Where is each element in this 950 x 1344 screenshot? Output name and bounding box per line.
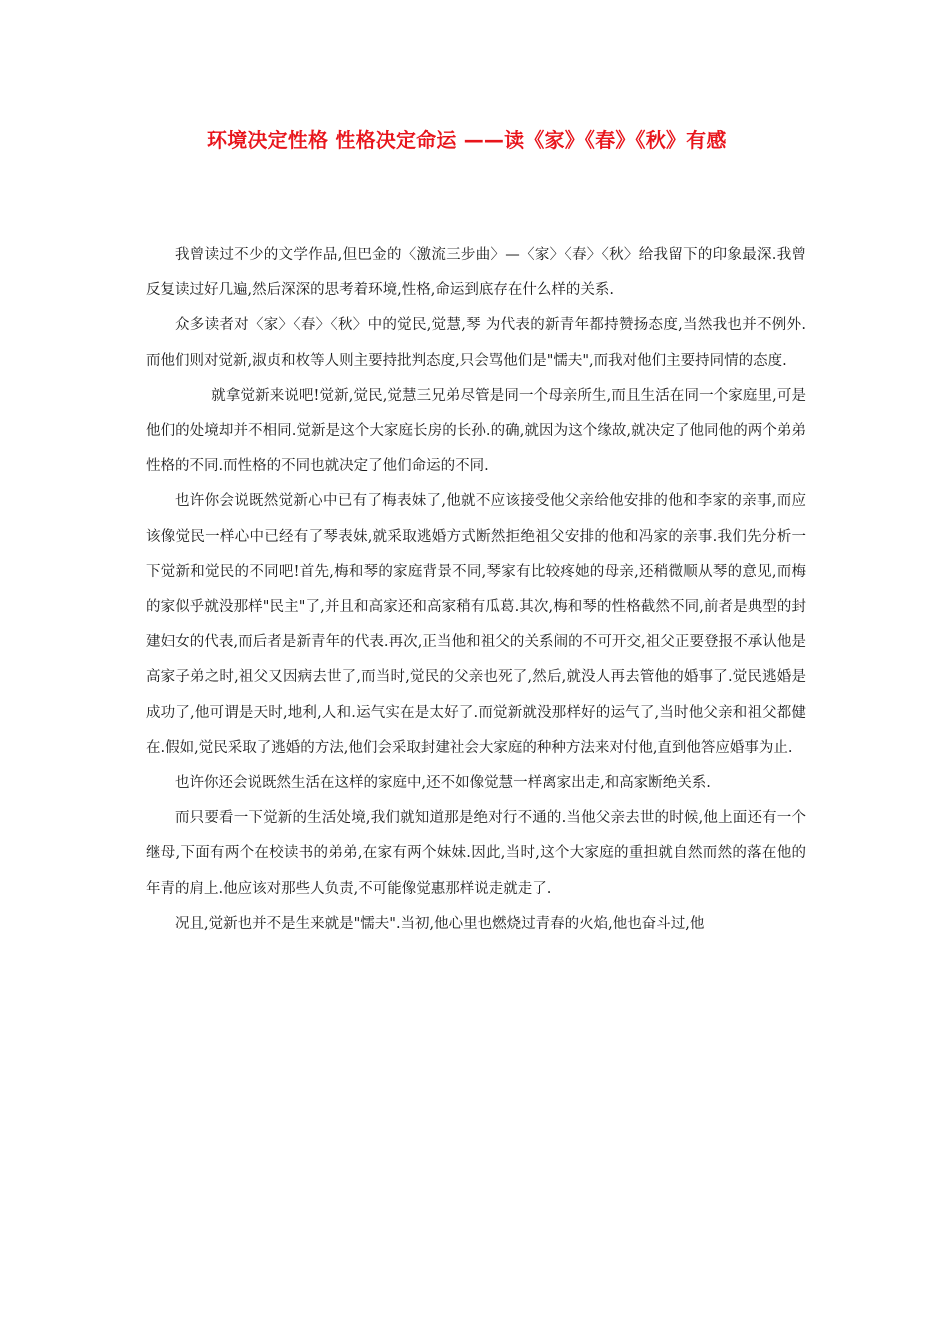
paragraph-7: 况且,觉新也并不是生来就是"懦夫".当初,他心里也燃烧过青春的火焰,他也奋斗过,他 — [175, 915, 705, 932]
document-body — [146, 238, 806, 942]
document-title: 环境决定性格 性格决定命运 ——读《家》《春》《秋》有感 — [207, 128, 727, 152]
paragraph-2: 众多读者对〈家〉〈春〉〈秋〉中的觉民,觉慧,琴 为代表的新青年都持赞扬态度,当然我也并不例外.而他们则对觉新,淑贞和枚等人则主要持批判态度,只会骂他们是"懦夫",而我对他们主要持同情的态度. — [146, 317, 806, 369]
paragraph-5: 也许你还会说既然生活在这样的家庭中,还不如像觉慧一样离家出走,和高家断绝关系. — [175, 775, 711, 792]
paragraph-1: 我曾读过不少的文学作品,但巴金的〈激流三步曲〉—〈家〉〈春〉〈秋〉给我留下的印象最深.我曾反复读过好几遍,然后深深的思考着环境,性格,命运到底存在什么样的关系. — [146, 247, 806, 299]
paragraph-4: 也许你会说既然觉新心中已有了梅表妹了,他就不应该接受他父亲给他安排的他和李家的亲事,而应该像觉民一样心中已经有了琴表妹,就采取逃婚方式断然拒绝祖父安排的他和冯家的亲事.我们先分析一下觉新和觉民的不同吧!首先,梅和琴的家庭背景不同,琴家有比较疼她的母亲,还稍微顺从琴的意见,而梅的家似乎就没那样"民主"了,并且和高家还和高家稍有瓜葛.其次,梅和琴的性格截然不同,前者是典型的封建妇女的代表,而后者是新青年的代表.再次,正当他和祖父的关系闹的不可开交,祖父正要登报不承认他是高家子弟之时,祖父又因病去世了,而当时,觉民的父亲也死了,然后,就没人再去管他的婚事了.觉民逃婚是成功了,他可谓是天时,地利,人和.运气实在是太好了.而觉新就没那样好的运气了,当时他父亲和祖父都健在.假如,觉民采取了逃婚的方法,他们会采取封建社会大家庭的种种方法来对付他,直到他答应婚事为止. — [146, 493, 806, 756]
paragraph-6: 而只要看一下觉新的生活处境,我们就知道那是绝对行不通的.当他父亲去世的时候,他上面还有一个继母,下面有两个在校读书的弟弟,在家有两个妹妹.因此,当时,这个大家庭的重担就自然而然的落在他的年青的肩上.他应该对那些人负责,不可能像觉惠那样说走就走了. — [146, 810, 806, 897]
paragraph-3: 就拿觉新来说吧!觉新,觉民,觉慧三兄弟尽管是同一个母亲所生,而且生活在同一个家庭里,可是他们的处境却并不相同.觉新是这个大家庭长房的长孙.的确,就因为这个缘故,就决定了他同他的两个弟弟性格的不同.而性格的不同也就决定了他们命运的不同. — [146, 387, 806, 475]
